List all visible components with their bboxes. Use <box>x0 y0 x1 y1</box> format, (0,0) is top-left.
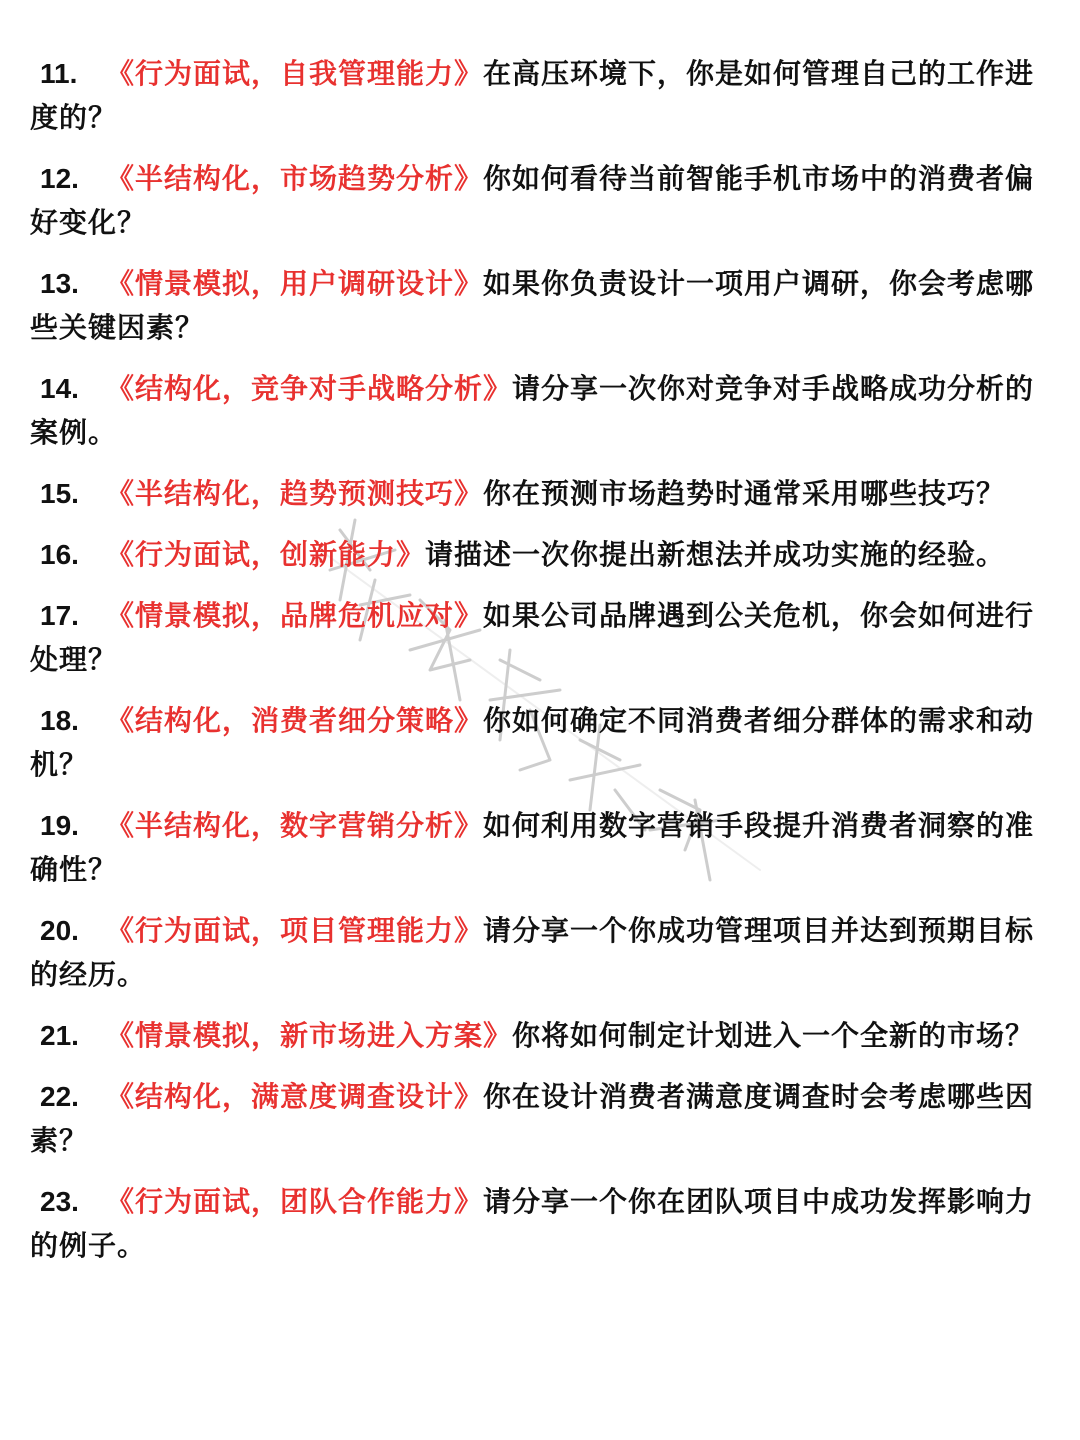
question-number: 12. <box>40 163 79 194</box>
question-number: 20. <box>40 915 79 946</box>
question-text: 如果公司品牌遇到公关危机，你会如何进行处理？ <box>30 599 1035 676</box>
question-text: 如果你负责设计一项用户调研，你会考虑哪些关键因素？ <box>30 267 1035 344</box>
question-item <box>30 52 1040 140</box>
question-item <box>30 804 1040 892</box>
question-text: 你如何看待当前智能手机市场中的消费者偏好变化？ <box>30 162 1035 239</box>
question-text: 如何利用数字营销手段提升消费者洞察的准确性？ <box>30 809 1035 886</box>
question-category: 《结构化，竞争对手战略分析》 <box>106 372 513 405</box>
question-item <box>30 472 1040 516</box>
question-item <box>30 367 1040 455</box>
question-number: 13. <box>40 268 79 299</box>
question-number: 22. <box>40 1081 79 1112</box>
question-number: 19. <box>40 810 79 841</box>
question-category: 《半结构化，数字营销分析》 <box>106 809 484 842</box>
question-item <box>30 1075 1040 1163</box>
question-category: 《行为面试，自我管理能力》 <box>106 57 484 90</box>
question-text: 你如何确定不同消费者细分群体的需求和动机？ <box>30 704 1035 781</box>
question-category: 《结构化，消费者细分策略》 <box>106 704 484 737</box>
question-item <box>30 157 1040 245</box>
question-category: 《情景模拟，品牌危机应对》 <box>106 599 484 632</box>
question-category: 《结构化，满意度调查设计》 <box>106 1080 484 1113</box>
question-text: 你在预测市场趋势时通常采用哪些技巧？ <box>483 477 1006 510</box>
question-text: 请分享一次你对竞争对手战略成功分析的案例。 <box>30 372 1035 449</box>
question-number: 15. <box>40 478 79 509</box>
question-item <box>30 909 1040 997</box>
question-item <box>30 699 1040 787</box>
question-item <box>30 262 1040 350</box>
question-number: 18. <box>40 705 79 736</box>
question-number: 11. <box>40 58 78 89</box>
question-category: 《行为面试，团队合作能力》 <box>106 1185 484 1218</box>
question-item <box>30 594 1040 682</box>
question-category: 《行为面试，项目管理能力》 <box>106 914 484 947</box>
question-number: 17. <box>40 600 79 631</box>
question-text: 请分享一个你成功管理项目并达到预期目标的经历。 <box>30 914 1035 991</box>
question-text: 你将如何制定计划进入一个全新的市场？ <box>512 1019 1035 1052</box>
question-category: 《行为面试，创新能力》 <box>106 538 426 571</box>
question-number: 21. <box>40 1020 79 1051</box>
question-number: 23. <box>40 1186 79 1217</box>
question-item <box>30 533 1040 577</box>
question-number: 14. <box>40 373 79 404</box>
question-item <box>30 1180 1040 1268</box>
question-category: 《半结构化，趋势预测技巧》 <box>106 477 484 510</box>
question-text: 请描述一次你提出新想法并成功实施的经验。 <box>425 538 1006 571</box>
question-text: 请分享一个你在团队项目中成功发挥影响力的例子。 <box>30 1185 1035 1262</box>
question-category: 《情景模拟，用户调研设计》 <box>106 267 484 300</box>
question-category: 《半结构化，市场趋势分析》 <box>106 162 484 195</box>
question-text: 你在设计消费者满意度调查时会考虑哪些因素？ <box>30 1080 1035 1157</box>
question-category: 《情景模拟，新市场进入方案》 <box>106 1019 513 1052</box>
question-text: 在高压环境下，你是如何管理自己的工作进度的？ <box>30 57 1035 134</box>
question-number: 16. <box>40 539 79 570</box>
question-item <box>30 1014 1040 1058</box>
